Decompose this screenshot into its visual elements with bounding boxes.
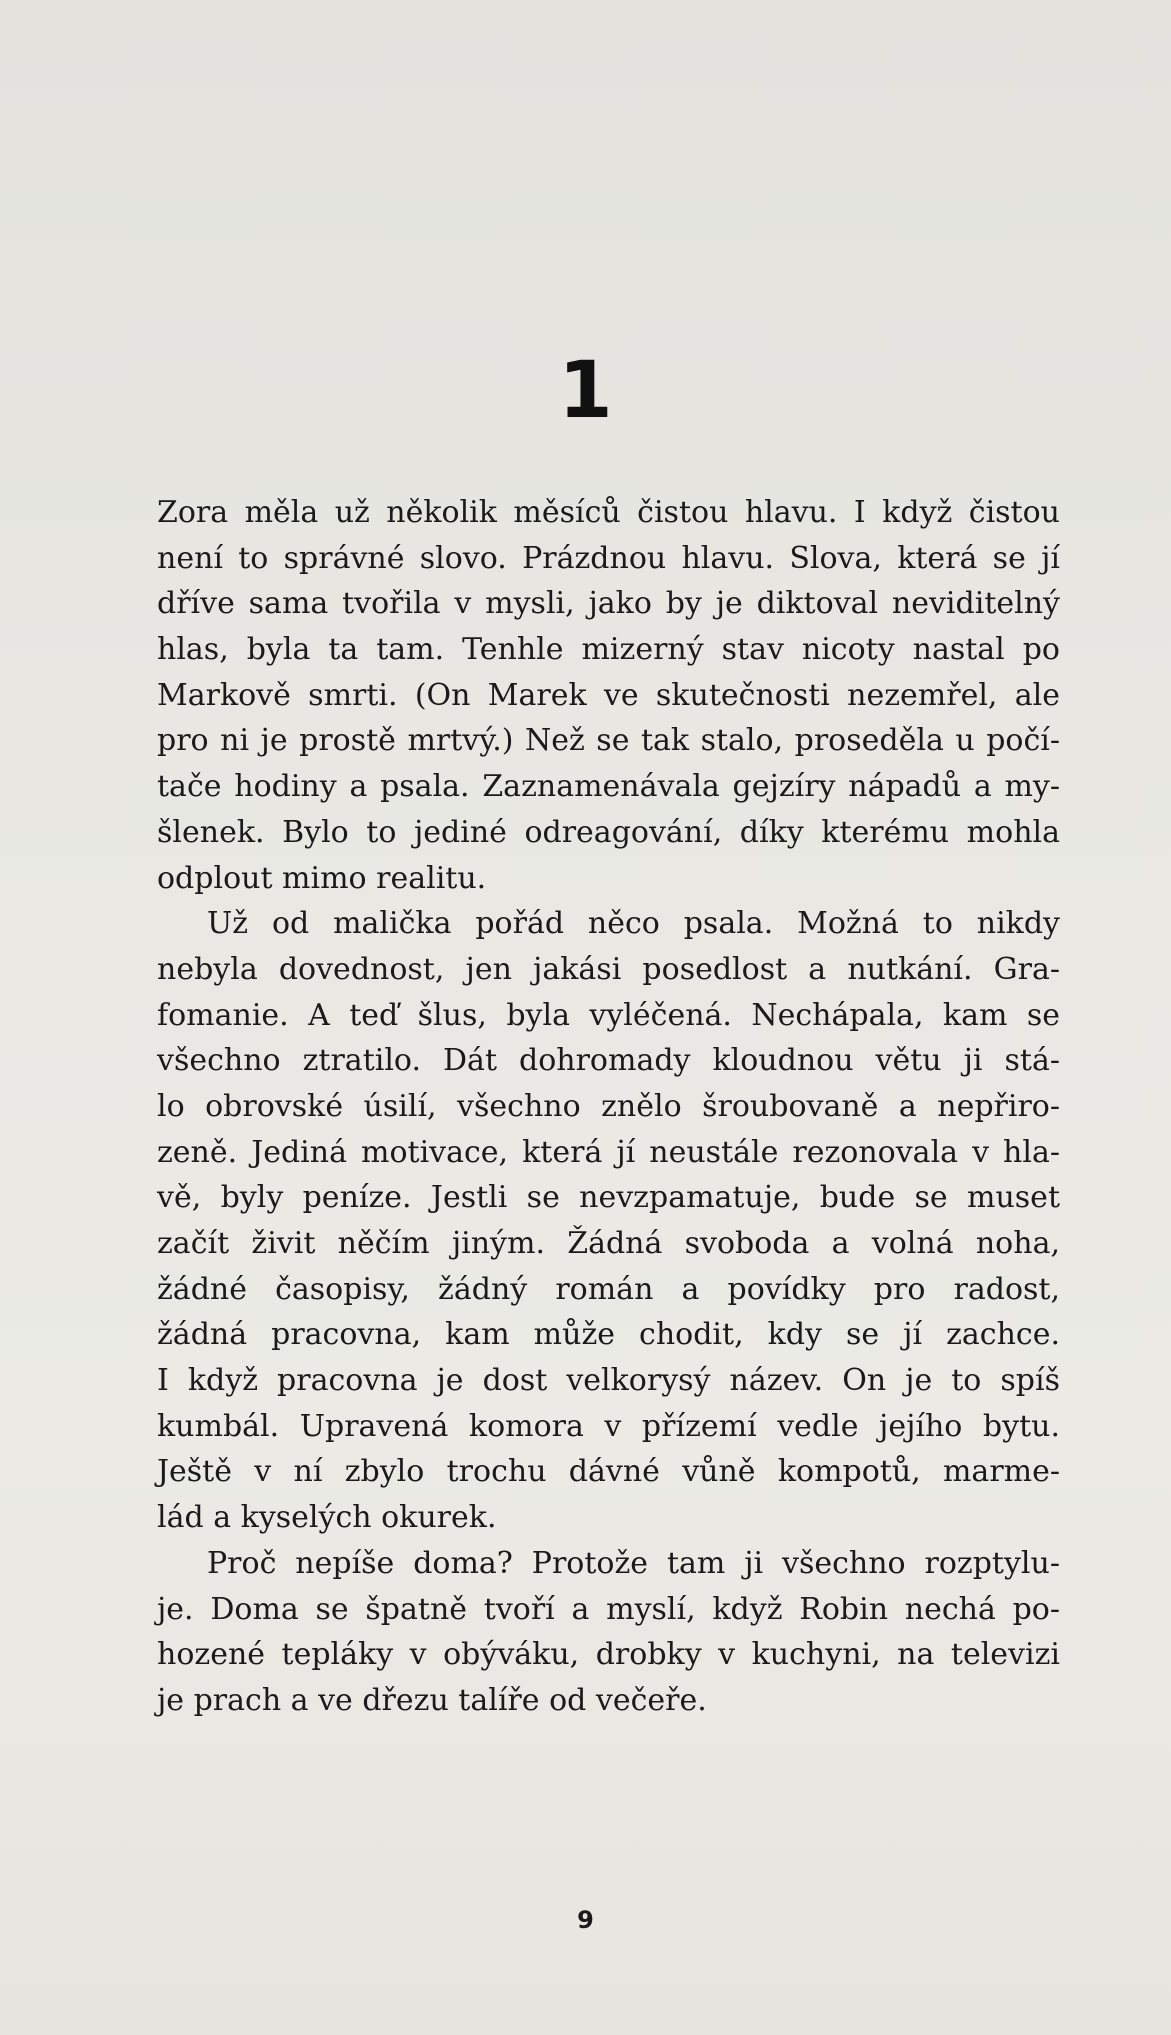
text-line: lo obrovské úsilí, všechno znělo šroubovaně a nepřiro- (157, 1088, 1060, 1124)
text-line: zeně. Jediná motivace, která jí neustále rezonovala v hla- (157, 1134, 1060, 1170)
text-line: dříve sama tvořila v mysli, jako by je diktoval neviditelný (157, 586, 1060, 622)
text-line: Proč nepíše doma? Protože tam ji všechno rozptylu- (207, 1545, 1060, 1581)
text-line: tače hodiny a psala. Zaznamenávala gejzíry nápadů a my- (157, 769, 1060, 805)
chapter-body-text (157, 490, 1060, 1724)
text-line: lád a kyselých okurek. (157, 1500, 497, 1536)
text-line: Ještě v ní zbylo trochu dávné vůně kompotů, marme- (157, 1454, 1060, 1490)
text-line: je prach a ve dřezu talíře od večeře. (157, 1682, 707, 1718)
text-line: I když pracovna je dost velkorysý název. On je to spíš (157, 1363, 1060, 1399)
text-line: nebyla dovednost, jen jakási posedlost a nutkání. Gra- (157, 951, 1060, 987)
text-line: žádné časopisy, žádný román a povídky pro radost, (157, 1271, 1060, 1307)
text-line: všechno ztratilo. Dát dohromady kloudnou větu ji stá- (157, 1043, 1060, 1079)
text-line: šlenek. Bylo to jediné odreagování, díky kterému mohla (157, 814, 1060, 850)
text-line: žádná pracovna, kam může chodit, kdy se jí zachce. (157, 1317, 1060, 1353)
chapter-number: 1 (558, 346, 613, 436)
text-line: pro ni je prostě mrtvý.) Než se tak stalo, proseděla u počí- (157, 723, 1060, 759)
text-line: hlas, byla ta tam. Tenhle mizerný stav nicoty nastal po (157, 632, 1060, 668)
text-line: kumbál. Upravená komora v přízemí vedle jejího bytu. (157, 1408, 1060, 1444)
text-line: začít živit něčím jiným. Žádná svoboda a volná noha, (157, 1226, 1060, 1261)
text-line: hozené tepláky v obýváku, drobky v kuchyni, na televizi (157, 1637, 1060, 1673)
page-number: 9 (577, 1906, 594, 1934)
text-line: není to správné slovo. Prázdnou hlavu. Slova, která se jí (157, 540, 1060, 576)
text-line: odplout mimo realitu. (157, 860, 487, 896)
text-line: Už od malička pořád něco psala. Možná to nikdy (207, 906, 1060, 942)
text-line: je. Doma se špatně tvoří a myslí, když Robin nechá po- (157, 1591, 1060, 1627)
text-line: fomanie. A teď šlus, byla vyléčená. Nechápala, kam se (157, 997, 1060, 1033)
text-line: Markově smrti. (On Marek ve skutečnosti nezemřel, ale (157, 677, 1060, 713)
text-line: vě, byly peníze. Jestli se nevzpamatuje, bude se muset (157, 1180, 1060, 1216)
text-line: Zora měla už několik měsíců čistou hlavu. I když čistou (157, 495, 1060, 530)
